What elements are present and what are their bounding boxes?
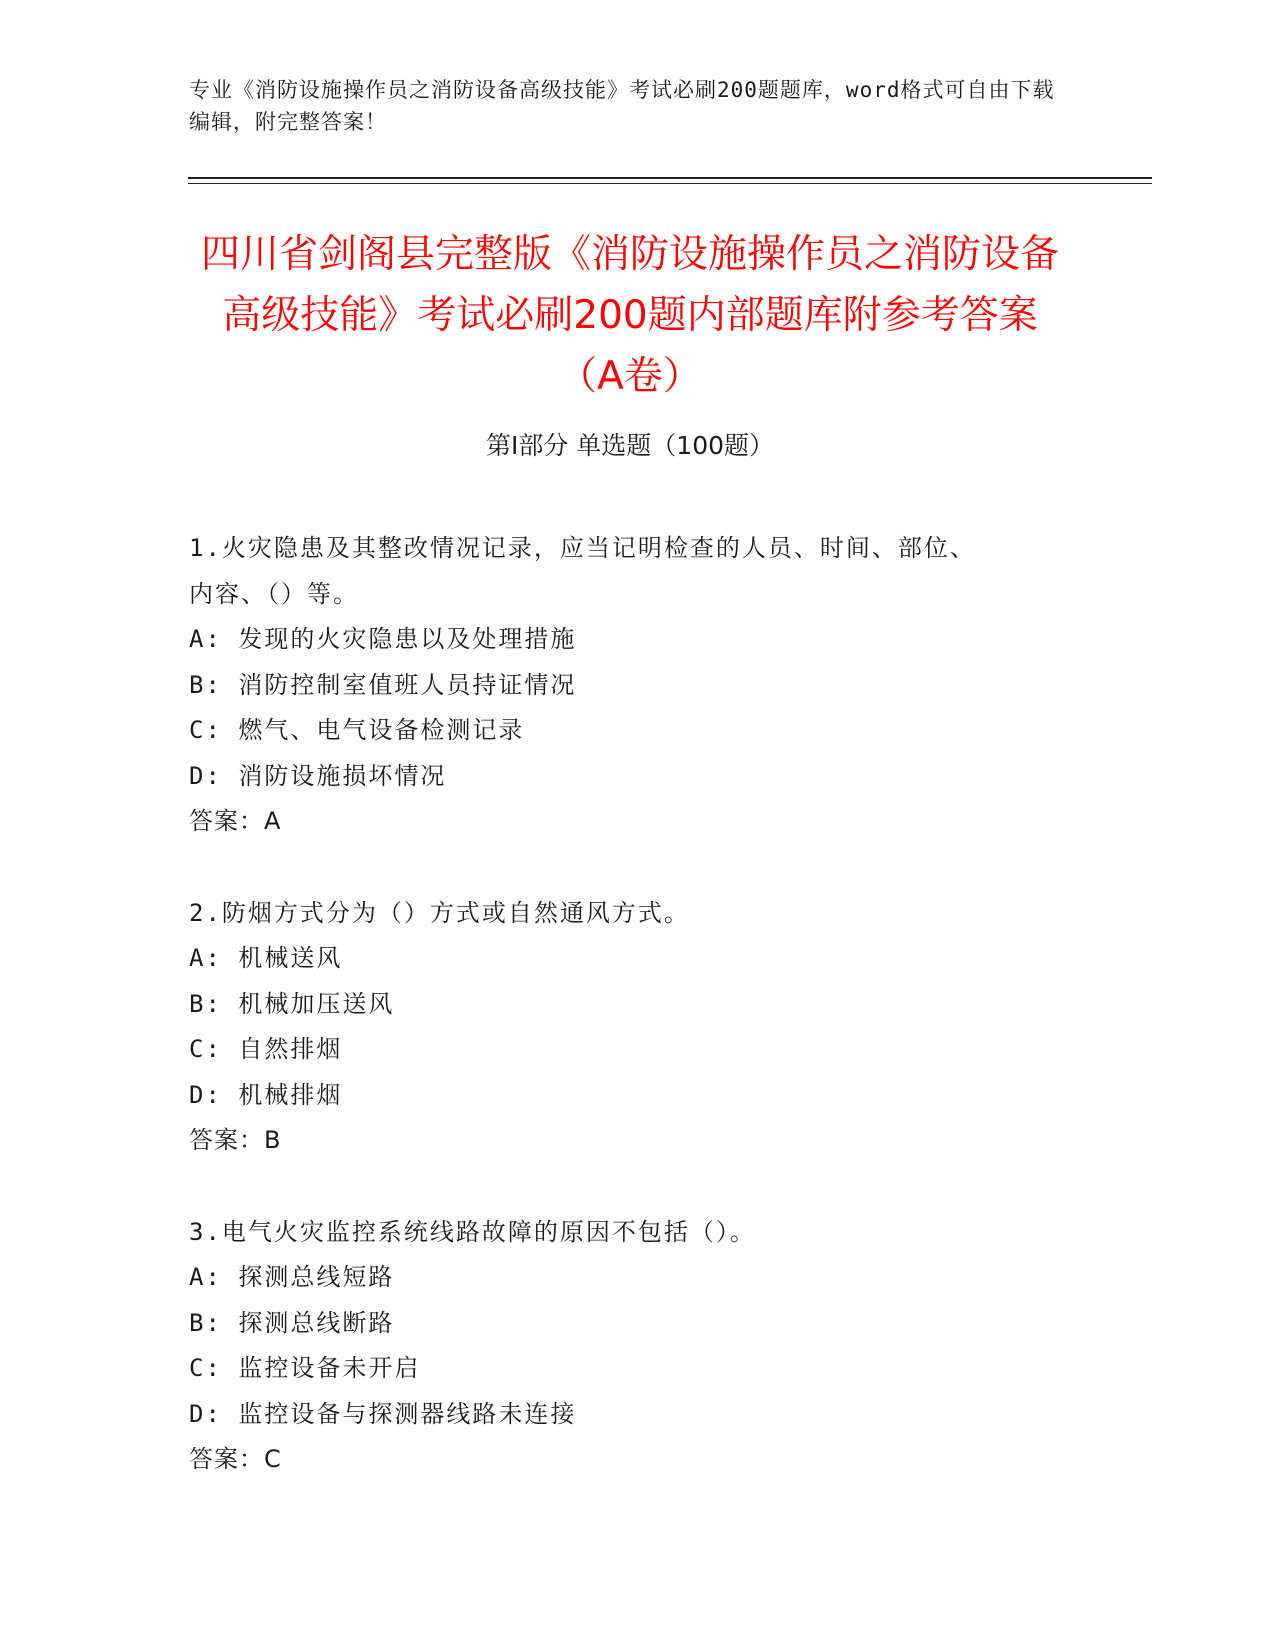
question-item [189,1210,1089,1483]
option-c: C: 监控设备未开启 [189,1354,421,1382]
option-c: C: 自然排烟 [189,1035,343,1063]
option-a: A: 机械送风 [189,944,343,972]
question-item [189,526,1089,845]
answer-line: 答案：A [189,807,282,835]
answer-line: 答案：C [189,1445,282,1473]
option-a: A: 探测总线短路 [189,1263,395,1291]
option-d: D: 监控设备与探测器线路未连接 [189,1399,577,1428]
question-stem: 2.防烟方式分为（）方式或自然通风方式。 [189,898,690,927]
question-item [189,891,1089,1164]
question-list [189,526,1089,1483]
question-stem: 1.火灾隐患及其整改情况记录，应当记明检查的人员、时间、部位、 [189,534,976,562]
option-d: D: 消防设施损坏情况 [189,761,447,790]
option-b: B: 探测总线断路 [189,1308,395,1337]
document-title: 四川省剑阁县完整版《消防设施操作员之消防设备高级技能》考试必刷200题内部题库附参考答案（A卷） [200,232,1059,399]
header-divider-thick [188,177,1152,179]
option-a: A: 发现的火灾隐患以及处理措施 [189,625,577,653]
option-b: B: 消防控制室值班人员持证情况 [189,670,577,699]
question-stem: 3.电气火灾监控系统线路故障的原因不包括（）。 [189,1217,756,1246]
option-b: B: 机械加压送风 [189,989,395,1018]
intro-text: 专业《消防设施操作员之消防设备高级技能》考试必刷200题题库，word格式可自由下载编辑，附完整答案！ [189,78,1055,134]
option-d: D: 机械排烟 [189,1080,343,1109]
question-stem-continued: 内容、（）等。 [189,579,359,608]
header-divider-thin [188,183,1152,184]
option-c: C: 燃气、电气设备检测记录 [189,716,525,744]
section-heading: 第I部分 单选题（100题） [485,431,775,460]
answer-line: 答案：B [189,1126,282,1154]
